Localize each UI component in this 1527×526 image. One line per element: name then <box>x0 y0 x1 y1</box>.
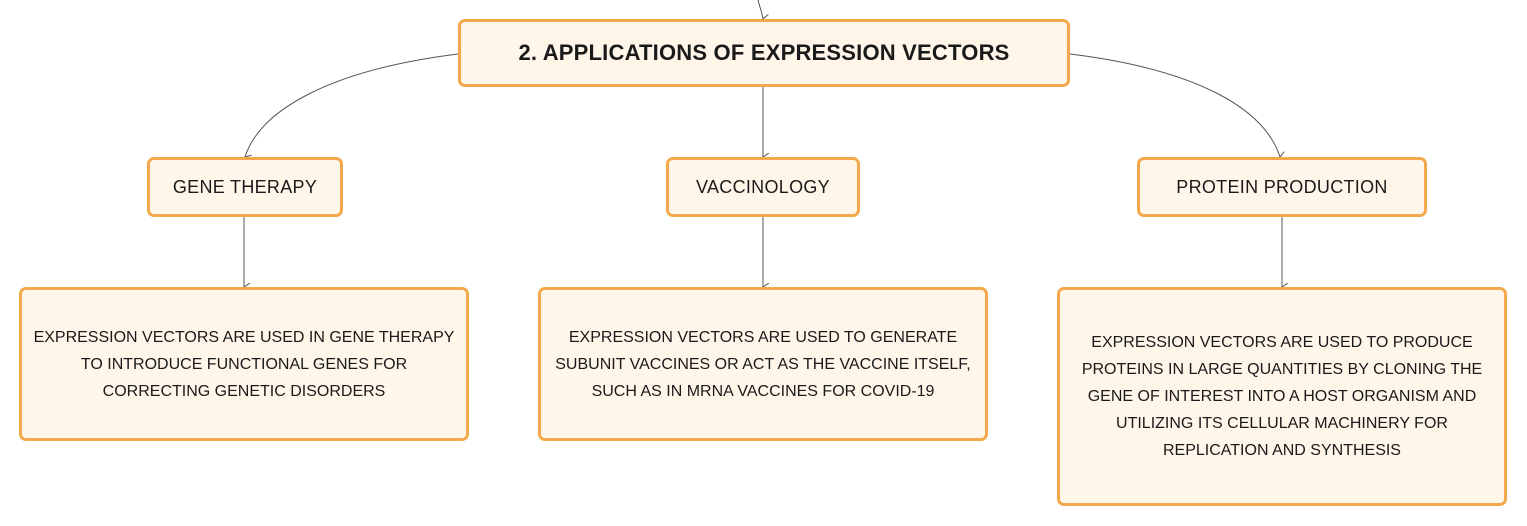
connector-root-protein-production <box>1070 54 1280 157</box>
detail-text: EXPRESSION VECTORS ARE USED TO PRODUCE PROTEINS IN LARGE QUANTITIES BY CLONING THE GENE OF INTEREST INTO A HOST ORGANISM AND UTILIZING ITS CELLULAR MACHINERY FOR REPLICATION AND SYNTHESIS <box>1081 334 1483 459</box>
category-vaccinology[interactable] <box>666 157 860 217</box>
root-title: 2. APPLICATIONS OF EXPRESSION VECTORS <box>518 40 1010 65</box>
parent-connector <box>758 0 763 19</box>
category-label: VACCINOLOGY <box>696 176 830 197</box>
category-label: PROTEIN PRODUCTION <box>1176 176 1388 197</box>
detail-text: EXPRESSION VECTORS ARE USED TO GENERATE SUBUNIT VACCINES OR ACT AS THE VACCINE ITSELF, SUCH AS IN MRNA VACCINES FOR COVID-19 <box>555 328 971 400</box>
detail-gene-therapy[interactable] <box>19 287 469 441</box>
root-node[interactable] <box>458 19 1070 87</box>
detail-protein-production[interactable] <box>1057 287 1507 506</box>
detail-text: EXPRESSION VECTORS ARE USED IN GENE THERAPY TO INTRODUCE FUNCTIONAL GENES FOR CORRECTING GENETIC DISORDERS <box>33 328 455 400</box>
category-gene-therapy[interactable] <box>147 157 343 217</box>
category-protein-production[interactable] <box>1137 157 1427 217</box>
category-label: GENE THERAPY <box>172 176 318 197</box>
connector-root-gene-therapy <box>245 54 458 157</box>
detail-vaccinology[interactable] <box>538 287 988 441</box>
